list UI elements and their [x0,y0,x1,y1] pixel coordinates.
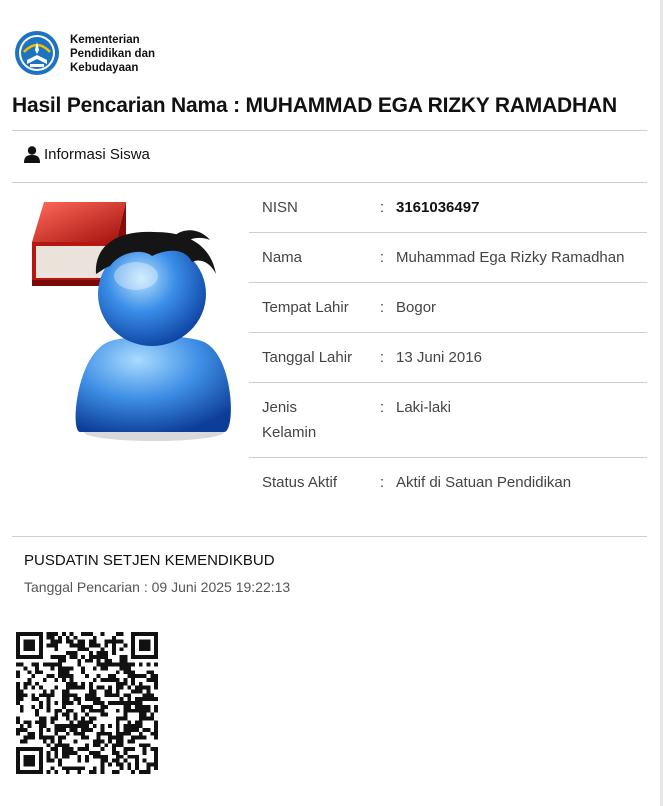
info-value: Laki-laki [396,399,452,416]
logo-line-1: Kementerian [70,34,140,46]
qr-code-icon [16,632,158,774]
section-heading [24,146,150,163]
kemendikbud-logo-icon [14,30,60,76]
info-value: 3161036497 [396,199,480,216]
info-label: NISN [262,199,298,216]
title-divider [12,130,647,131]
logo-line-2: Pendidikan dan [70,48,155,60]
info-row-jenis-kelamin [249,383,647,458]
footer-org: PUSDATIN SETJEN KEMENDIKBUD [24,552,275,569]
info-row-tempat-lahir [249,283,647,333]
info-label: Jenis Kelamin [262,399,317,441]
page-title: Hasil Pencarian Nama : MUHAMMAD EGA RIZKY RAMADHAN [12,94,617,117]
footer-divider [12,536,647,537]
info-value: Muhammad Ega Rizky Ramadhan [396,249,625,266]
info-value: Bogor [396,299,437,316]
logo-line-3: Kebudayaan [70,62,139,74]
info-label: Tempat Lahir [262,299,349,316]
student-avatar-icon [24,196,238,444]
info-separator: : [379,349,385,366]
search-date: Tanggal Pencarian : 09 Juni 2025 19:22:13 [24,579,291,595]
user-icon [24,146,40,163]
info-value: Aktif di Satuan Pendidikan [396,474,572,491]
info-row-tanggal-lahir [249,333,647,383]
info-row-nisn [249,183,647,233]
info-separator: : [379,249,385,266]
info-label: Nama [262,249,303,266]
info-label: Status Aktif [262,474,338,491]
info-separator: : [379,199,385,216]
info-row-nama [249,233,647,283]
info-label: Tanggal Lahir [262,349,353,366]
info-value: 13 Juni 2016 [396,349,482,366]
logo-text [70,33,155,75]
info-row-status-aktif [249,458,647,507]
student-info-table [249,183,647,507]
info-separator: : [379,399,385,416]
info-separator: : [379,474,385,491]
info-separator: : [379,299,385,316]
section-label: Informasi Siswa [44,146,150,163]
